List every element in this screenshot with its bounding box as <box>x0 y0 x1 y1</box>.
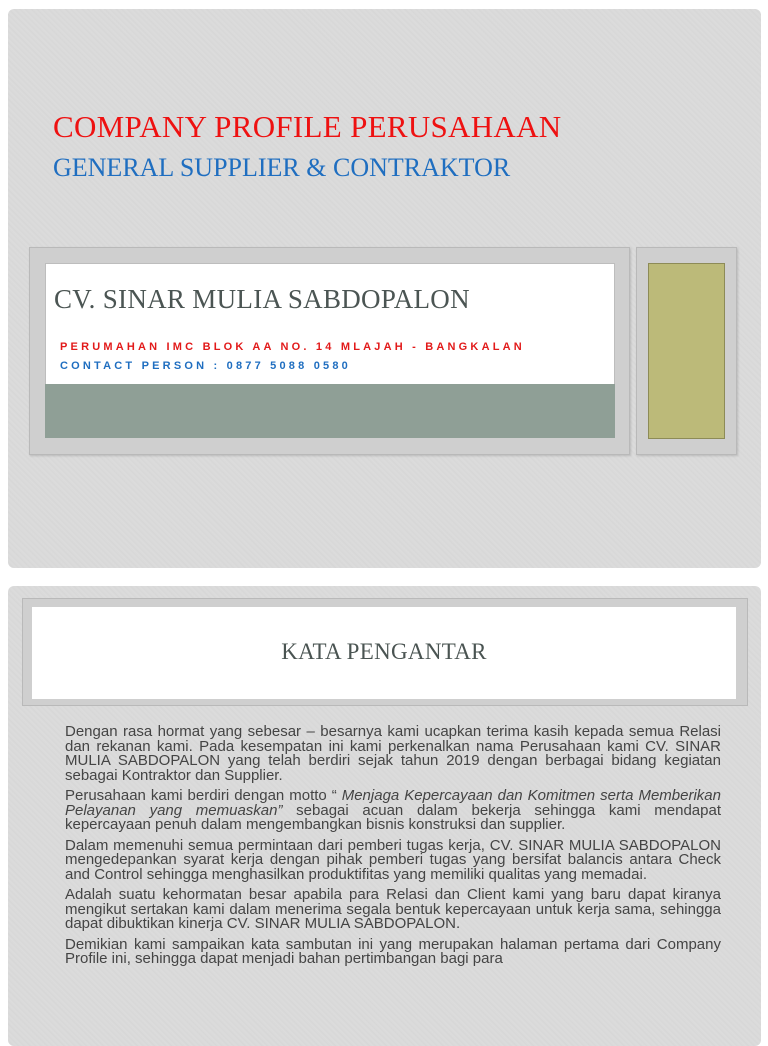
motto-lead-text: Perusahaan kami berdiri dengan motto “ <box>65 787 337 804</box>
side-panel <box>636 247 737 455</box>
decorative-side-box <box>648 263 725 439</box>
intro-body <box>65 725 721 973</box>
decorative-band <box>45 384 615 438</box>
heading-panel <box>22 598 748 706</box>
company-address: PERUMAHAN IMC BLOK AA NO. 14 MLAJAH - BANGKALAN <box>60 341 525 353</box>
intro-paragraph-1: Dengan rasa hormat yang sebesar – besarnya kami ucapkan terima kasih kepada semua Relasi dan rekanan kami. Pada kesempatan ini kami perkenalkan nama Perusahaan kami CV. SINAR MULIA SABDOPALON yang telah berdiri sejak tahun 2019 dengan berbagai bidang kegiatan sebagai Kontraktor dan Supplier. <box>65 723 721 784</box>
intro-slide <box>8 586 761 1046</box>
cover-slide <box>8 9 761 568</box>
intro-heading: KATA PENGANTAR <box>281 639 487 664</box>
company-contact: CONTACT PERSON : 0877 5088 0580 <box>60 360 351 372</box>
cover-subtitle: GENERAL SUPPLIER & CONTRAKTOR <box>53 153 511 182</box>
intro-paragraph-2 <box>65 789 721 833</box>
company-panel <box>29 247 630 455</box>
cover-title: COMPANY PROFILE PERUSAHAAN <box>53 109 562 144</box>
intro-paragraph-4: Adalah suatu kehormatan besar apabila para Relasi dan Client kami yang baru dapat kiranya mengikut sertakan kami dalam menerima segala bentuk kepercayaan untuk kerja sama, sehingga dapat dibuktikan kinerja CV. SINAR MULIA SABDOPALON. <box>65 886 721 932</box>
company-info-box <box>45 263 615 385</box>
intro-paragraph-3: Dalam memenuhi semua permintaan dari pemberi tugas kerja, CV. SINAR MULIA SABDOPALON mengedepankan syarat kerja dengan pihak pemberi tugas yang bersifat balancis antara Check and Control sehingga menghasilkan produktifitas yang memiliki qualitas yang memadai. <box>65 836 721 883</box>
motto-trail-text: sebagai acuan dalam bekerja sehingga kami mendapat kepercayaan penuh dalam mengembangkan bisnis konstruksi dan supplier. <box>65 801 721 833</box>
motto-text: Menjaga Kepercayaan dan Komitmen serta Memberikan Pelayanan yang memuaskan” <box>65 787 721 819</box>
company-name: CV. SINAR MULIA SABDOPALON <box>54 284 470 314</box>
intro-paragraph-5: Demikian kami sampaikan kata sambutan ini yang merupakan halaman pertama dari Company Profile ini, sehingga dapat menjadi bahan pertimbangan bagi para <box>65 935 721 967</box>
heading-box <box>32 607 736 699</box>
